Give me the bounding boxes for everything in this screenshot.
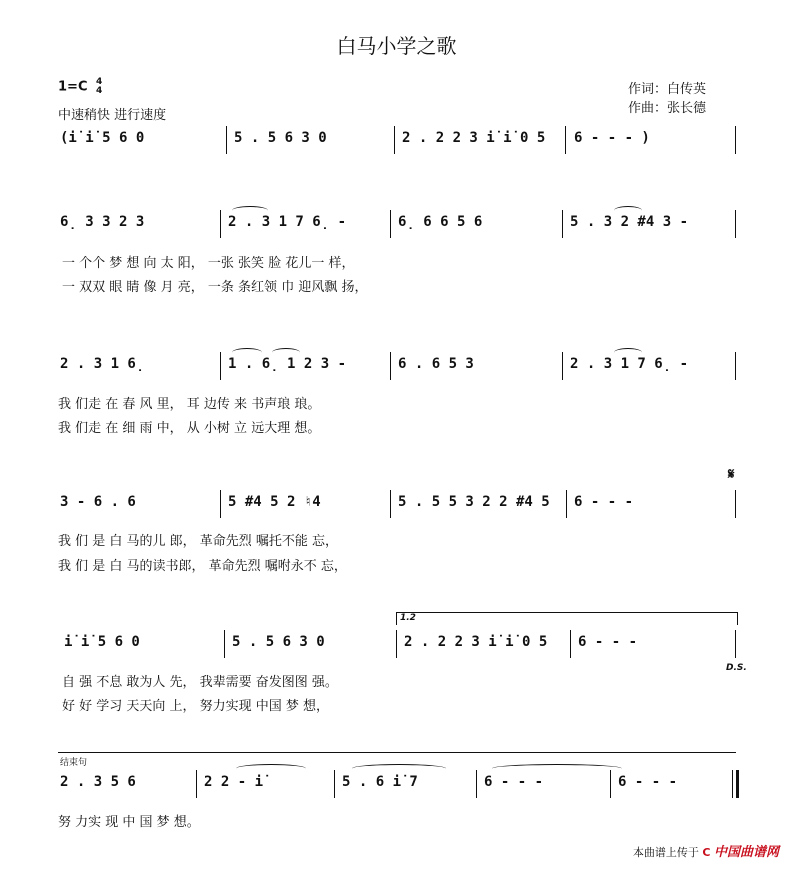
barline: [226, 126, 227, 154]
measure: i̇ i̇ 5 6 0: [64, 634, 140, 650]
measure: 2 . 3 1 7 6̣ -: [570, 356, 689, 372]
time-signature: [96, 78, 102, 96]
barline: [610, 770, 611, 798]
barline: [334, 770, 335, 798]
ds-marking: D.S.: [726, 663, 747, 673]
barline: [390, 210, 391, 238]
barline: [735, 352, 736, 380]
lyricist-credit: 作词：白传英: [628, 82, 707, 97]
measure: 5 . 6 i̇ 7: [342, 774, 418, 790]
barline: [735, 210, 736, 238]
barline: [735, 126, 736, 154]
measure: 2 . 2 2 3 i̇ i̇ 0 5: [402, 130, 546, 146]
barline: [476, 770, 477, 798]
staff-row-2: [0, 210, 793, 240]
measure: 6 - - - ): [574, 130, 650, 146]
barline: [565, 126, 566, 154]
measure: 5 . 3 2 #4 3 -: [570, 214, 689, 230]
measure: 3 - 6 . 6: [60, 494, 136, 510]
staff-row-5: [0, 630, 793, 660]
slur: [614, 206, 642, 215]
staff-row-3: [0, 352, 793, 382]
barline: [220, 490, 221, 518]
measure: 2 2 - i̇: [204, 774, 264, 790]
segno-sign: 𝄋: [728, 465, 735, 483]
barline: [566, 490, 567, 518]
barline: [224, 630, 225, 658]
site-logo-icon: C: [702, 846, 711, 859]
measure: 6 - - -: [484, 774, 544, 790]
measure: 1 . 6̣ 1 2 3 -: [228, 356, 347, 372]
slur: [236, 764, 306, 773]
measure: 5 . 5 6 3 0: [232, 634, 325, 650]
ending-label: 结束句: [60, 758, 88, 768]
time-bottom: 4: [96, 86, 103, 96]
lyrics-verse-1: 一 个个 梦 想 向 太 阳， 一张 张笑 脸 花儿一 样，: [62, 256, 355, 271]
measure: 6̣ 6 6 5 6: [398, 214, 483, 230]
lyrics-verse-2: 我 们 是 白 马的读书郎， 革命先烈 嘱咐永不 忘，: [58, 559, 347, 574]
measure: 6 - - -: [618, 774, 678, 790]
ending-bracket: [58, 752, 736, 753]
barline: [220, 352, 221, 380]
time-top: 4: [96, 77, 103, 87]
lyrics-verse-2: 一 双双 眼 睛 像 月 亮， 一条 条红领 巾 迎风飘 扬，: [62, 280, 368, 295]
final-barline: [736, 770, 739, 798]
measure: 2 . 3 5 6: [60, 774, 136, 790]
footer-text: 本曲谱上传于: [632, 846, 699, 859]
barline: [390, 490, 391, 518]
tempo-marking: 中速稍快 进行速度: [58, 108, 167, 123]
staff-row-6: [0, 770, 793, 800]
key-label: 1=C: [58, 79, 88, 95]
lyrics-verse-2: 我 们走 在 细 雨 中， 从 小树 立 远大理 想。: [58, 421, 321, 436]
measure: 5 . 5 6 3 0: [234, 130, 327, 146]
slur: [272, 348, 300, 357]
barline: [196, 770, 197, 798]
barline: [396, 630, 397, 658]
slur: [492, 764, 622, 773]
barline: [220, 210, 221, 238]
slur: [232, 348, 262, 357]
volta-label: 1.2: [400, 613, 416, 623]
measure: 6 - - -: [574, 494, 634, 510]
lyrics-verse-1: 我 们走 在 春 风 里， 耳 边传 来 书声琅 琅。: [58, 397, 321, 412]
composer-credit: 作曲：张长德: [628, 101, 707, 116]
staff-row-1: [0, 126, 793, 156]
barline: [562, 210, 563, 238]
slur: [614, 348, 642, 357]
volta-bracket: [396, 612, 738, 625]
lyrics-verse-2: 好 好 学习 天天向 上， 努力实现 中国 梦 想，: [62, 699, 330, 714]
measure: 5 . 5 5 3 2 2 #4 5: [398, 494, 550, 510]
slur: [352, 764, 446, 773]
measure: 2 . 3 1 6̣: [60, 356, 145, 372]
site-logo[interactable]: 中国曲谱网: [713, 845, 779, 860]
measure: 2 . 2 2 3 i̇ i̇ 0 5: [404, 634, 548, 650]
footer-credit: [633, 841, 779, 860]
slur: [232, 206, 268, 215]
lyrics-verse-1: 我 们 是 白 马的儿 郎， 革命先烈 嘱托不能 忘，: [58, 534, 339, 549]
barline: [390, 352, 391, 380]
measure: 6̣ 3 3 2 3: [60, 214, 145, 230]
barline: [735, 490, 736, 518]
measure: 6 - - -: [578, 634, 638, 650]
barline: [735, 630, 736, 658]
barline: [570, 630, 571, 658]
key-signature: [58, 78, 102, 96]
measure: (i̇ i̇ 5 6 0: [60, 130, 145, 146]
song-title: 白马小学之歌: [336, 34, 457, 58]
measure: 5 #4 5 2 ♮4: [228, 494, 321, 510]
measure: 2 . 3 1 7 6̣ -: [228, 214, 347, 230]
barline: [562, 352, 563, 380]
measure: 6 . 6 5 3: [398, 356, 474, 372]
staff-row-4: [0, 490, 793, 520]
barline: [394, 126, 395, 154]
barline: [732, 770, 733, 798]
lyrics-verse-1: 自 强 不息 敢为人 先， 我辈需要 奋发图图 强。: [62, 675, 338, 690]
lyrics-ending: 努 力实 现 中 国 梦 想。: [58, 815, 200, 830]
